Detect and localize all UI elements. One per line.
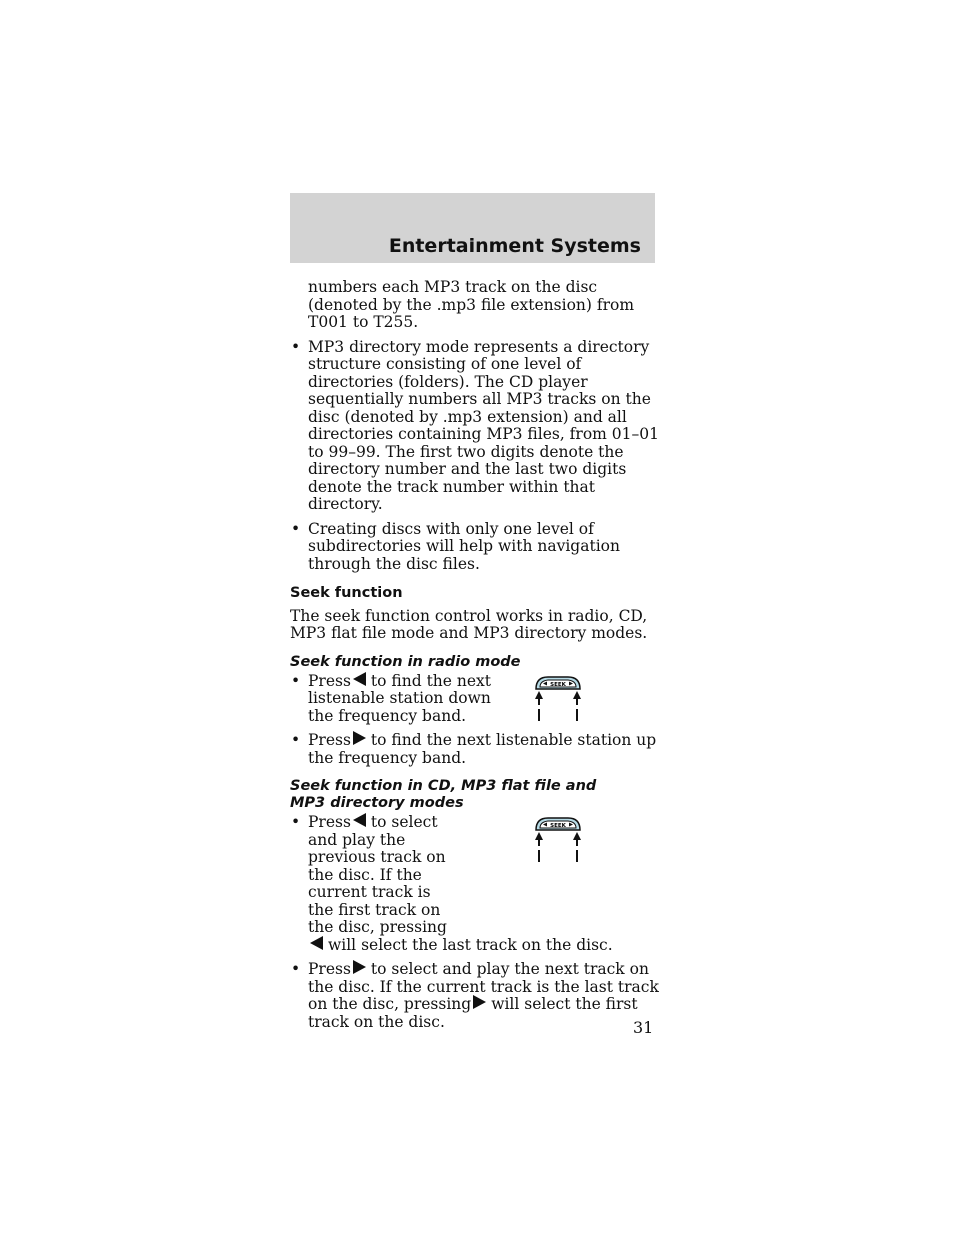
list-item: • Press to find the next listenable station down the frequency band. [291,671,492,725]
radio-mode-heading: Seek function in radio mode [290,653,521,670]
bullet-icon: • [291,731,301,749]
page-number: 31 [633,1018,654,1037]
intro-paragraph: numbers each MP3 track on the disc (denoted by the .mp3 file extension) from T001 to T255. [308,278,635,331]
bullet-icon: • [291,671,301,690]
seek-down-icon [353,813,366,827]
radio-seek-section [290,673,660,726]
bullet-icon: • [291,960,301,978]
bullet-icon: • [291,337,301,356]
list-item: • Press to select and play the previous track on the disc. If the current track is the first track on the disc, pressing will select the last track on the disc. [291,813,613,954]
list-item: • Creating discs with only one level of subdirectories will help with navigation through the disc files. [291,519,620,573]
seek-down-icon [353,672,366,686]
seek-up-icon [353,731,366,745]
bullet-icon: • [291,813,301,831]
list-item: • Press to find the next listenable station up the frequency band. [291,731,657,767]
seek-function-body: The seek function control works in radio, CD, MP3 flat file mode and MP3 directory modes. [290,606,648,642]
list-item: • MP3 directory mode represents a directory structure consisting of one level of directories (folders). The CD player sequentially numbers all MP3 tracks on the disc (denoted by .mp3 extension) and all directories containing MP3 files, from 01–01 to 99–99. The first two digits denote the directory number and the last two digits denote the track number within that directory. [291,337,659,513]
seek-up-icon [353,960,366,974]
page-content [290,279,660,1031]
cd-seek-section [290,814,660,954]
bullet-icon: • [291,519,301,538]
seek-button-diagram [528,669,588,729]
section-header [290,193,655,263]
section-title: Entertainment Systems [388,235,641,257]
seek-function-heading: Seek function [290,585,403,601]
seek-up-icon [473,995,486,1009]
svg-text:SEEK: SEEK [550,823,566,829]
list-item: • Press to select and play the next track on the disc. If the current track is the last track on the disc, pressing will select the first track on the disc. [291,960,659,1031]
svg-text:SEEK: SEEK [550,681,566,688]
seek-down-icon [310,936,323,950]
cd-mode-heading: Seek function in CD, MP3 flat file and MP3 directory modes [290,778,597,811]
